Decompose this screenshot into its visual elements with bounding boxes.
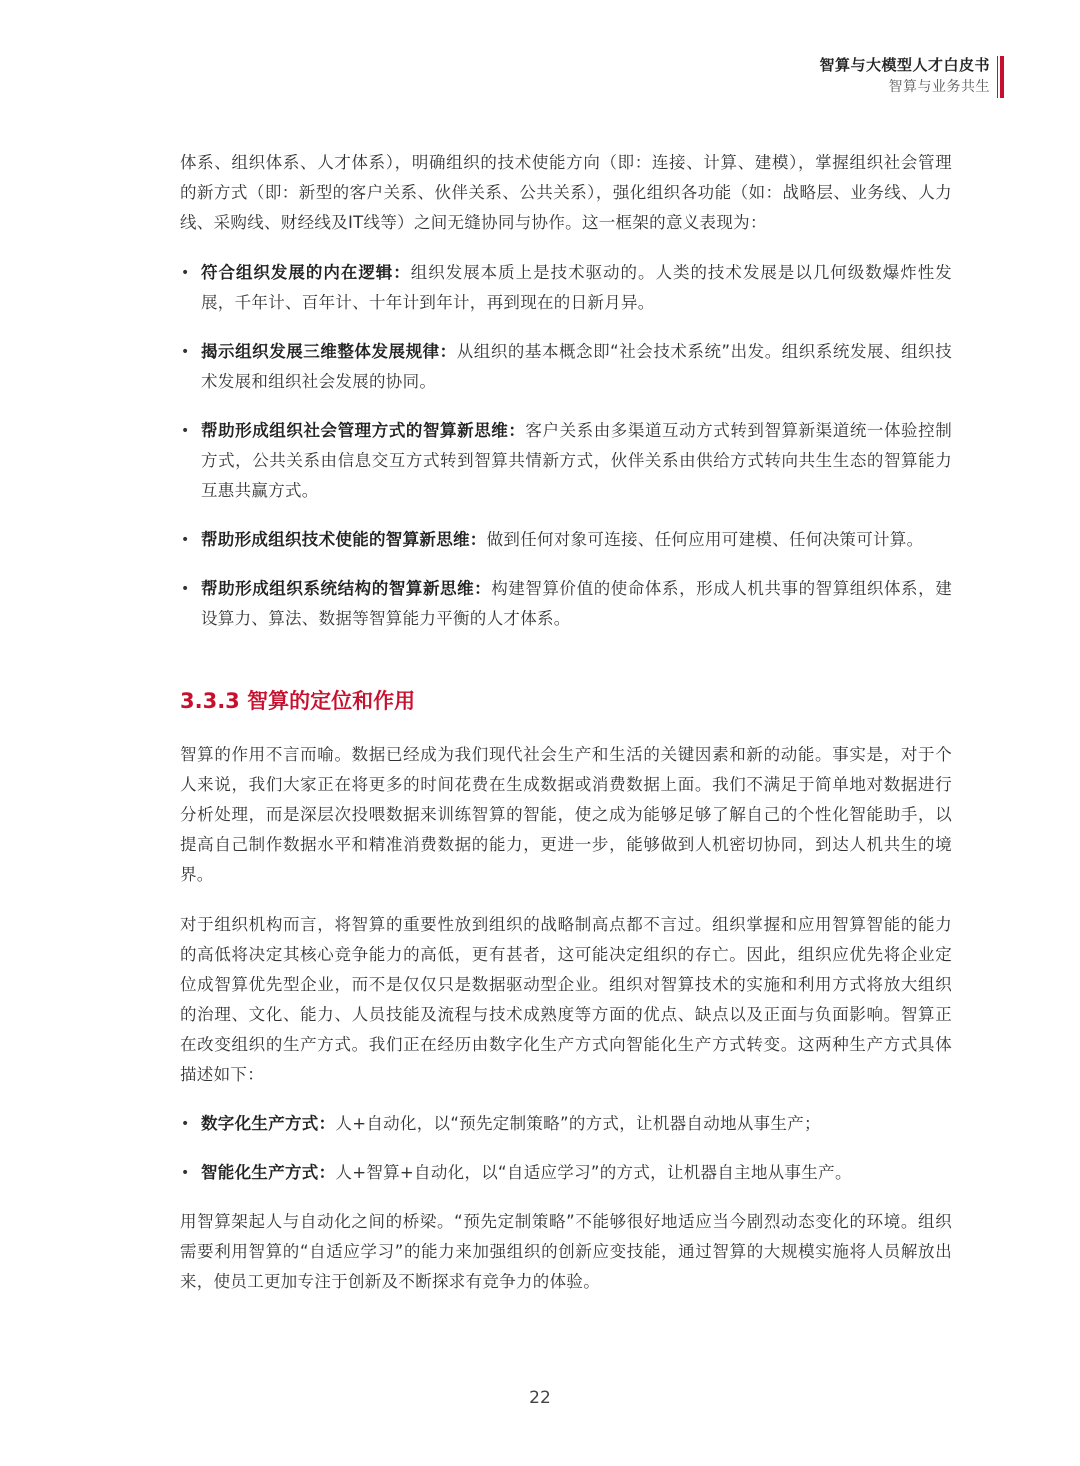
bullet-text: 客户关系由多渠道互动方式转到智算新渠道统一体验控制方式，公共关系由信息交互方式转到智算共情新方式，伙伴关系由供给方式转向共生生态的智算能力互惠共赢方式。	[201, 421, 953, 500]
bullet-text: 做到任何对象可连接、任何应用可建模、任何决策可计算。	[486, 530, 924, 549]
bullet-term: 帮助形成组织技术使能的智算新思维：	[201, 530, 487, 549]
section-heading: 3.3.3 智算的定位和作用	[180, 689, 416, 713]
list-item	[180, 416, 952, 506]
section-paragraph-1: 智算的作用不言而喻。数据已经成为我们现代社会生产和生活的关键因素和新的动能。事实是，对于个人来说，我们大家正在将更多的时间花费在生成数据或消费数据上面。我们不满足于简单地对数据进行分析处理，而是深层次投喂数据来训练智算的智能，使之成为能够足够了解自己的个性化智能助手，以提高自己制作数据水平和精准消费数据的能力，更进一步，能够做到人机密切协同，到达人机共生的境界。	[180, 745, 952, 884]
list-item	[180, 337, 952, 397]
bullet-term: 符合组织发展的内在逻辑：	[201, 263, 411, 282]
list-item	[180, 525, 952, 555]
header-subtitle: 智算与业务共生	[888, 79, 990, 95]
bullet-icon: •	[181, 423, 190, 439]
bullet-icon: •	[181, 344, 190, 360]
list-item	[180, 1158, 952, 1188]
bullet-term: 帮助形成组织社会管理方式的智算新思维：	[201, 421, 526, 440]
bullet-text: 人+智算+自动化，以“自适应学习”的方式，让机器自主地从事生产。	[335, 1163, 852, 1182]
bullet-term: 揭示组织发展三维整体发展规律：	[201, 342, 457, 361]
page-header	[819, 54, 1004, 98]
list-item	[180, 1109, 952, 1139]
main-content	[180, 148, 952, 1297]
header-accent-bar	[1000, 56, 1004, 98]
section-paragraph-3: 用智算架起人与自动化之间的桥梁。“预先定制策略”不能够很好地适应当今剧烈动态变化的环境。组织需要利用智算的“自适应学习”的能力来加强组织的创新应变技能，通过智算的大规模实施将人员解放出来，使员工更加专注于创新及不断探求有竞争力的体验。	[180, 1212, 952, 1291]
bullet-icon: •	[181, 581, 190, 597]
bullet-term: 帮助形成组织系统结构的智算新思维：	[201, 579, 492, 598]
bullet-text: 构建智算价值的使命体系，形成人机共事的智算组织体系，建设算力、算法、数据等智算能力平衡的人才体系。	[201, 579, 952, 628]
section-paragraph-2: 对于组织机构而言，将智算的重要性放到组织的战略制高点都不言过。组织掌握和应用智算智能的能力的高低将决定其核心竞争能力的高低，更有甚者，这可能决定组织的存亡。因此，组织应优先将企业定位成智算优先型企业，而不是仅仅只是数据驱动型企业。组织对智算技术的实施和利用方式将放大组织的治理、文化、能力、人员技能及流程与技术成熟度等方面的优点、缺点以及正面与负面影响。智算正在改变组织的生产方式。我们正在经历由数字化生产方式向智能化生产方式转变。这两种生产方式具体描述如下：	[180, 915, 952, 1084]
header-title: 智算与大模型人才白皮书	[819, 56, 990, 74]
bullet-text: 从组织的基本概念即“社会技术系统”出发。组织系统发展、组织技术发展和组织社会发展的协同。	[201, 342, 952, 391]
list-item	[180, 258, 952, 318]
bullet-icon: •	[181, 1165, 190, 1181]
list-item	[180, 574, 952, 634]
bullet-term: 智能化生产方式：	[201, 1163, 336, 1182]
bullet-icon: •	[181, 1116, 190, 1132]
bullet-text: 组织发展本质上是技术驱动的。人类的技术发展是以几何级数爆炸性发展，千年计、百年计、十年计到年计，再到现在的日新月异。	[201, 263, 952, 312]
intro-paragraph: 体系、组织体系、人才体系），明确组织的技术使能方向（即：连接、计算、建模），掌握组织社会管理的新方式（即：新型的客户关系、伙伴关系、公共关系），强化组织各功能（如：战略层、业务线、人力线、采购线、财经线及IT线等）之间无缝协同与协作。这一框架的意义表现为：	[180, 153, 952, 232]
bullet-icon: •	[181, 532, 190, 548]
production-modes-list	[180, 1109, 952, 1188]
header-accent-line	[997, 56, 998, 98]
framework-points-list	[180, 258, 952, 634]
bullet-icon: •	[181, 265, 190, 281]
page-number: 22	[529, 1388, 551, 1408]
bullet-term: 数字化生产方式：	[201, 1114, 336, 1133]
bullet-text: 人+自动化，以“预先定制策略”的方式，让机器自动地从事生产；	[335, 1114, 821, 1133]
